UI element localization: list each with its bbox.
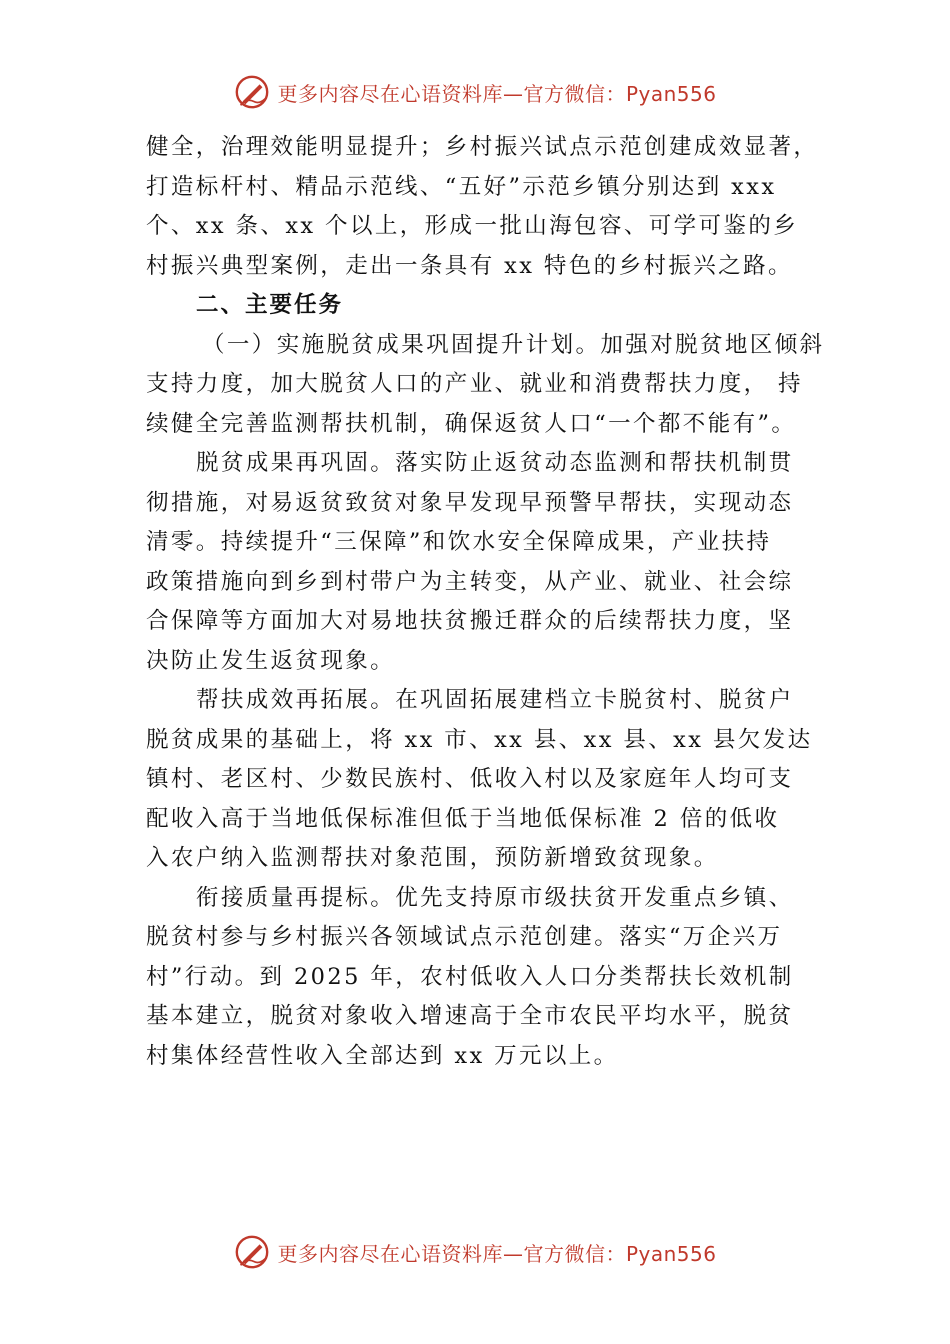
paragraph-line: 衔接质量再提标。优先支持原市级扶贫开发重点乡镇、 [196,884,794,911]
paragraph-line: 彻措施，对易返贫致贫对象早发现早预警早帮扶，实现动态 [146,489,794,516]
paragraph-line: 脱贫成果再巩固。落实防止返贫动态监测和帮扶机制贯 [196,450,794,476]
paragraph-line: 清零。持续提升“三保障”和饮水安全保障成果，产业扶持 [146,529,772,555]
header-watermark-text: 更多内容尽在心语资料库—官方微信：Pyan556 [277,81,717,106]
paragraph-line: 基本建立，脱贫对象收入增速高于全市农民平均水平，脱贫 [146,1003,794,1029]
paragraph-line: 配收入高于当地低保标准但低于当地低保标准 2 倍的低收 [146,805,780,832]
paragraph-line: 脱贫成果的基础上，将 xx 市、xx 县、xx 县、xx 县欠发达 [146,726,813,753]
paragraph-line: 镇村、老区村、少数民族村、低收入村以及家庭年人均可支 [146,766,794,792]
header-watermark [0,72,950,112]
paragraph-line: 决防止发生返贫现象。 [146,647,396,674]
footer-watermark [0,1232,950,1272]
paragraph-line: 合保障等方面加大对易地扶贫搬迁群众的后续帮扶力度，坚 [146,608,794,634]
text-line: 个、xx 条、xx 个以上，形成一批山海包容、可学可鉴的乡 [146,213,799,239]
paragraph-line: （一）实施脱贫成果巩固提升计划。加强对脱贫地区倾斜 [202,331,825,358]
paragraph-line: 政策措施向到乡到村带户为主转变，从产业、就业、社会综 [146,568,794,595]
paragraph-line: 续健全完善监测帮扶机制，确保返贫人口“一个都不能有”。 [146,410,797,437]
section-heading: 二、主要任务 [196,292,344,318]
paragraph-line: 脱贫村参与乡村振兴各领域试点示范创建。落实“万企兴万 [146,924,783,950]
paragraph-line: 村集体经营性收入全部达到 xx 万元以上。 [146,1042,619,1069]
text-line: 村振兴典型案例，走出一条具有 xx 特色的乡村振兴之路。 [146,252,793,279]
footer-watermark-text: 更多内容尽在心语资料库—官方微信：Pyan556 [277,1241,717,1266]
paragraph-line: 村”行动。到 2025 年，农村低收入人口分类帮扶长效机制 [146,963,794,990]
text-line: 打造标杆村、精品示范线、“五好”示范乡镇分别达到 xxx [146,173,777,200]
pen-circle-logo-icon [233,73,271,111]
paragraph-line: 帮扶成效再拓展。在巩固拓展建档立卡脱贫村、脱贫户 [196,687,794,713]
document-body [146,128,836,1076]
text-line: 健全，治理效能明显提升；乡村振兴试点示范创建成效显著， [146,134,819,160]
paragraph-line: 支持力度，加大脱贫人口的产业、就业和消费帮扶力度， 持 [146,371,803,397]
paragraph-line: 入农户纳入监测帮扶对象范围，预防新增致贫现象。 [146,845,719,871]
pen-circle-logo-icon [233,1233,271,1271]
